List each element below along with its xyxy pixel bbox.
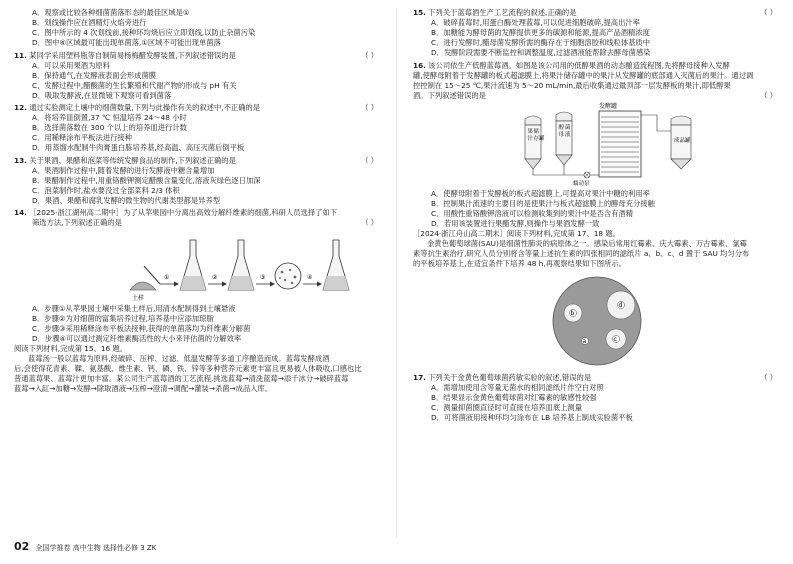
- q14-stem-line2: [14, 218, 380, 228]
- passage-line-4: 蓝莓→入缸→加糖→发酵→除取酒液→压榨→澄清→调配→灌装→杀菌→成品入库。: [14, 384, 273, 393]
- q10-option-c: C．图中所示的 4 次划线前,接种环均烧后应立即划线,以防止杂菌污染: [32, 28, 256, 37]
- q12-answer-paren: （ ）: [361, 103, 378, 112]
- q12-option-d: D．用蒸馏水配制牛肉膏蛋白胨培养基,经高温、高压灭菌后倒平板: [32, 143, 245, 152]
- petri-dish-diagram: [413, 269, 779, 373]
- q11-option-c: C．发酵过程中,醋酸菌的生长繁殖和代谢产物的形成与 pH 有关: [32, 80, 237, 90]
- q15-stem: [413, 8, 779, 18]
- screening-steps-figure: [14, 228, 380, 304]
- q13-text: 关于果酒、果醋和泡菜等传统发酵食品的制作,下列叙述正确的是: [29, 155, 236, 165]
- footer-text: 全国学推卷 高中生物 选择性必修 3 ZK: [35, 544, 157, 552]
- step-1-label: ①: [164, 274, 170, 281]
- q15-option-a: A．破碎蓝莓时,用蛋白酶处理蓝莓,可以促进细胞破碎,提高出汁率: [431, 18, 640, 27]
- soil-label: 土样: [132, 295, 145, 302]
- q10-option-a: A．观察或比较各种细菌菌落形态的最佳区域是①: [32, 8, 190, 17]
- juice-tank-label-4: 存罐: [533, 135, 545, 142]
- q12-option-a: A．将培养皿倒置,37 ℃ 恒温培养 24～48 小时: [32, 113, 187, 122]
- q12-number: 12.: [14, 103, 27, 112]
- q17-stem: [413, 373, 779, 383]
- q11-option-d: D．吸取发酵液,在显微镜下观察可看到菌落: [32, 90, 172, 100]
- q15-answer-paren: （ ）: [760, 8, 777, 17]
- q16-answer-paren: （ ）: [760, 90, 777, 100]
- fermentation-tank-label: 发酵罐: [599, 102, 618, 110]
- q17-number: 17.: [413, 372, 426, 382]
- q14-text: ［2025·浙江湖州高二期中］为了从苹果园中分离出高效分解纤维素的细菌,科研人员选择了如下: [29, 208, 338, 217]
- juice-tank-label-1: 果: [527, 128, 534, 135]
- q16-option-c: C．用酸性重铬酸钾溶液可以检测收集到的果汁中是否含有酒精: [431, 208, 634, 218]
- disc-label-c: c: [613, 335, 617, 343]
- q15-option-b: B．加糖能为酵母菌的发酵提供更多的碳源和能源,提高产品酒精浓度: [431, 28, 650, 37]
- yeast-tank-label-3: 菌: [565, 124, 571, 131]
- q16-option-b: B．控制果汁流速的主要目的是使果汁与板式超滤膜上的酵母充分接触: [431, 198, 655, 208]
- q17-answer-paren: （ ）: [760, 372, 777, 382]
- q12-text: 通过实验测定土壤中的细菌数量,下列与此操作有关的叙述中,不正确的是: [29, 103, 261, 112]
- step-3-label: ③: [260, 274, 266, 281]
- q14-answer-paren: （ ）: [361, 218, 378, 227]
- q15-number: 15.: [413, 8, 426, 17]
- q14-option-d: D．步骤④可以通过测定纤维素酶活性的大小来评估菌的分解效率: [32, 334, 242, 343]
- q13-option-b: B．果醋制作过程中,用重铬酸钾测定醋酸含量变化,溶液灰绿色逐日加深: [32, 175, 261, 185]
- q11-number: 11.: [14, 50, 27, 60]
- passage-line-2: 后,会使得花青素、鞣、氨基酸、维生素、钙、磷、铁、锌等多种营养元素更丰富且更易被人体吸收,口感也比: [14, 364, 362, 373]
- q14-option-c: C．步骤③采用稀释涂布平板法接种,获得的单菌落均为纤维素分解菌: [32, 324, 251, 333]
- q12-stem: [14, 103, 380, 113]
- q14-option-a: A．步骤①从苹果园土壤中采集土样后,用清水配制得到土壤悬液: [32, 304, 236, 313]
- q17-text: 下列关于金黄色葡萄球菌药敏实验的叙述,错误的是: [428, 372, 592, 382]
- q11-option-a: A．可以采用果酒为原料: [32, 60, 110, 70]
- disc-label-d: d: [618, 301, 623, 309]
- juice-tank-label-2: 汁: [527, 135, 534, 142]
- q11-option-b: B．保持通气,在发酵液表面会形成菌膜: [32, 70, 157, 80]
- passage-intro: 阅读下列材料,完成第 15、16 题。: [14, 344, 128, 353]
- q13-number: 13.: [14, 155, 27, 165]
- q17-option-d: D．可将菌液用接种环均匀涂布在 LB 培养基上制成实验菌平板: [431, 412, 633, 422]
- q16-stem-line3: 控控制在 15～25 ℃,果汁流速为 5～20 mL/min,最后收集通过最顶部一层发酵板的果汁,即低醇果: [413, 80, 731, 90]
- disc-label-a: a: [582, 337, 587, 345]
- yeast-tank-label-2: 母: [558, 131, 565, 138]
- q15-text: 下列关于蓝莓酒生产工艺流程的叙述,正确的是: [428, 8, 577, 17]
- q14-screening-diagram: [14, 228, 380, 304]
- q16-option-d: D．若用该装置进行果醋发酵,则操作与果酒发酵一致: [431, 218, 600, 228]
- q16-stem-line1: [413, 61, 779, 71]
- q13-option-a: A．果酒制作过程中,随着发酵的进行发酵液中糖含量增加: [32, 165, 215, 175]
- arrow-icon: [270, 282, 275, 287]
- fermentation-flow-figure: [413, 101, 779, 189]
- passage2-line-2: 素等抗生素治疗,研究人员分别将含等量上述抗生素的四张相同的滤纸片 a、b、c、d 置于 SAU 均匀分布: [413, 248, 750, 258]
- soil-pile-icon: [130, 282, 156, 290]
- q16-text-1: 该公司依生产低醇蓝莓酒。如图是该公司用的低醇果酒的动态酿造流程图,先将酵母接种入发酵: [428, 60, 730, 70]
- q17-option-a: A．需增加使用含等量无菌水的相同滤纸片作空白对照: [431, 382, 604, 392]
- q14-text-2: 筛选方法,下列叙述正确的是: [32, 218, 122, 227]
- passage2-line-1: 金黄色葡萄球菌(SAU)是细菌性肺炎的病原体之一。感染后常用红霉素、庆大霉素、万古霉素、氯霉: [427, 238, 747, 248]
- page-footer: [14, 540, 156, 553]
- q13-stem: [14, 156, 380, 166]
- q12-option-b: B．选择菌落数在 300 个以上的培养皿进行计数: [32, 123, 187, 132]
- q11-stem: [14, 51, 380, 61]
- arrow-icon: [317, 282, 322, 287]
- passage2-line-3: 的平板培养基上,在适宜条件下培养 48 h,再观察结果如下图所示。: [413, 258, 626, 268]
- passage-line-1: 蓝莓汤一般以蓝莓为原料,经破碎、压榨、过滤、低温发酵等多道工序酿造而成。蓝莓发酵成酒: [28, 354, 330, 363]
- q12-option-c: C．用稀释涂布平板法进行接种: [32, 133, 132, 142]
- arrow-icon: [174, 282, 179, 287]
- product-tank-label: 成品罐: [674, 137, 691, 144]
- left-column: [14, 8, 380, 394]
- q15-option-c: C．进行发酵时,醋母菌发酵所需的酶存在于细胞溶胶和线粒体基质中: [431, 38, 651, 47]
- q17-option-b: B．结果显示金黄色葡萄球菌对红霉素的敏感性较强: [431, 392, 597, 402]
- q14-option-b: B．步骤②为对细菌的富集培养过程,培养基中应添加琼脂: [32, 314, 214, 323]
- column-divider: [396, 8, 397, 538]
- q16-option-a: A．使酵母附着于发酵板的板式超滤膜上,可提高对果汁中糖的利用率: [431, 188, 650, 198]
- q16-stem-line2: 罐,使酵母附着于发酵罐的板式超滤膜上,将果汁储存罐中的果汁从发酵罐的底部通入灭菌后的果汁。通过调: [413, 70, 754, 80]
- q11-answer-paren: （ ）: [361, 50, 378, 60]
- page-number: 02: [14, 540, 30, 553]
- agar-plate-icon: [553, 277, 641, 365]
- q16-number: 16.: [413, 60, 426, 70]
- step-4-label: ④: [307, 274, 313, 281]
- antibiotic-plate-figure: [413, 269, 779, 373]
- pump-label: 蠕动泵: [573, 180, 590, 187]
- passage2-intro: ［2024·浙江舟山高二期末］阅读下列材料,完成第 17、18 题。: [413, 228, 620, 238]
- petri-dish-icon: [275, 263, 301, 289]
- arrow-icon: [222, 282, 227, 287]
- q15-option-d: D．发酵阶段需要不断监控和调整温度,过滤酒液能帮除去酵母菌感染: [431, 48, 651, 57]
- disc-label-b: b: [570, 309, 575, 317]
- q14-stem-line1: [14, 208, 380, 218]
- q14-number: 14.: [14, 208, 27, 217]
- shovel-icon: [144, 266, 160, 284]
- q17-option-c: C．测量抑菌圈直径时可直接在培养皿底上测量: [431, 402, 583, 412]
- q13-answer-paren: （ ）: [361, 155, 378, 165]
- right-column: [413, 8, 779, 423]
- q11-text: 某同学采用塑料瓶等自制简易杨梅醋发酵装置,下列叙述错误的是: [29, 50, 236, 60]
- yeast-tank-label-4: 液: [565, 131, 571, 138]
- yeast-tank-label-1: 醇: [558, 124, 565, 131]
- q16-fermentation-diagram: [413, 101, 779, 189]
- passage-line-3: 普通蓝莓果、蓝莓汁更加丰富。某公司生产蓝莓酒的工艺流程,挑选蓝莓→清洗蓝莓→添千冰分→破碎蓝莓: [14, 374, 349, 383]
- q10-option-b: B．划线操作应在酒精灯火焰旁进行: [32, 18, 147, 27]
- juice-tank-label-3: 储: [533, 128, 540, 135]
- step-2-label: ②: [212, 274, 218, 281]
- q13-option-c: C．泡菜制作时,盐水要没过全部菜料 2/3 体积: [32, 185, 180, 195]
- q16-stem-line4: [413, 91, 779, 101]
- q16-text-4: 酒。下列叙述错误的是: [413, 90, 486, 100]
- q10-option-d: D．图中④区域最可能出现单菌落,①区域不可能出现单菌落: [32, 38, 221, 47]
- q13-option-d: D．果酒、果醋和腐乳发酵的微生物的代谢类型都是异养型: [32, 195, 221, 205]
